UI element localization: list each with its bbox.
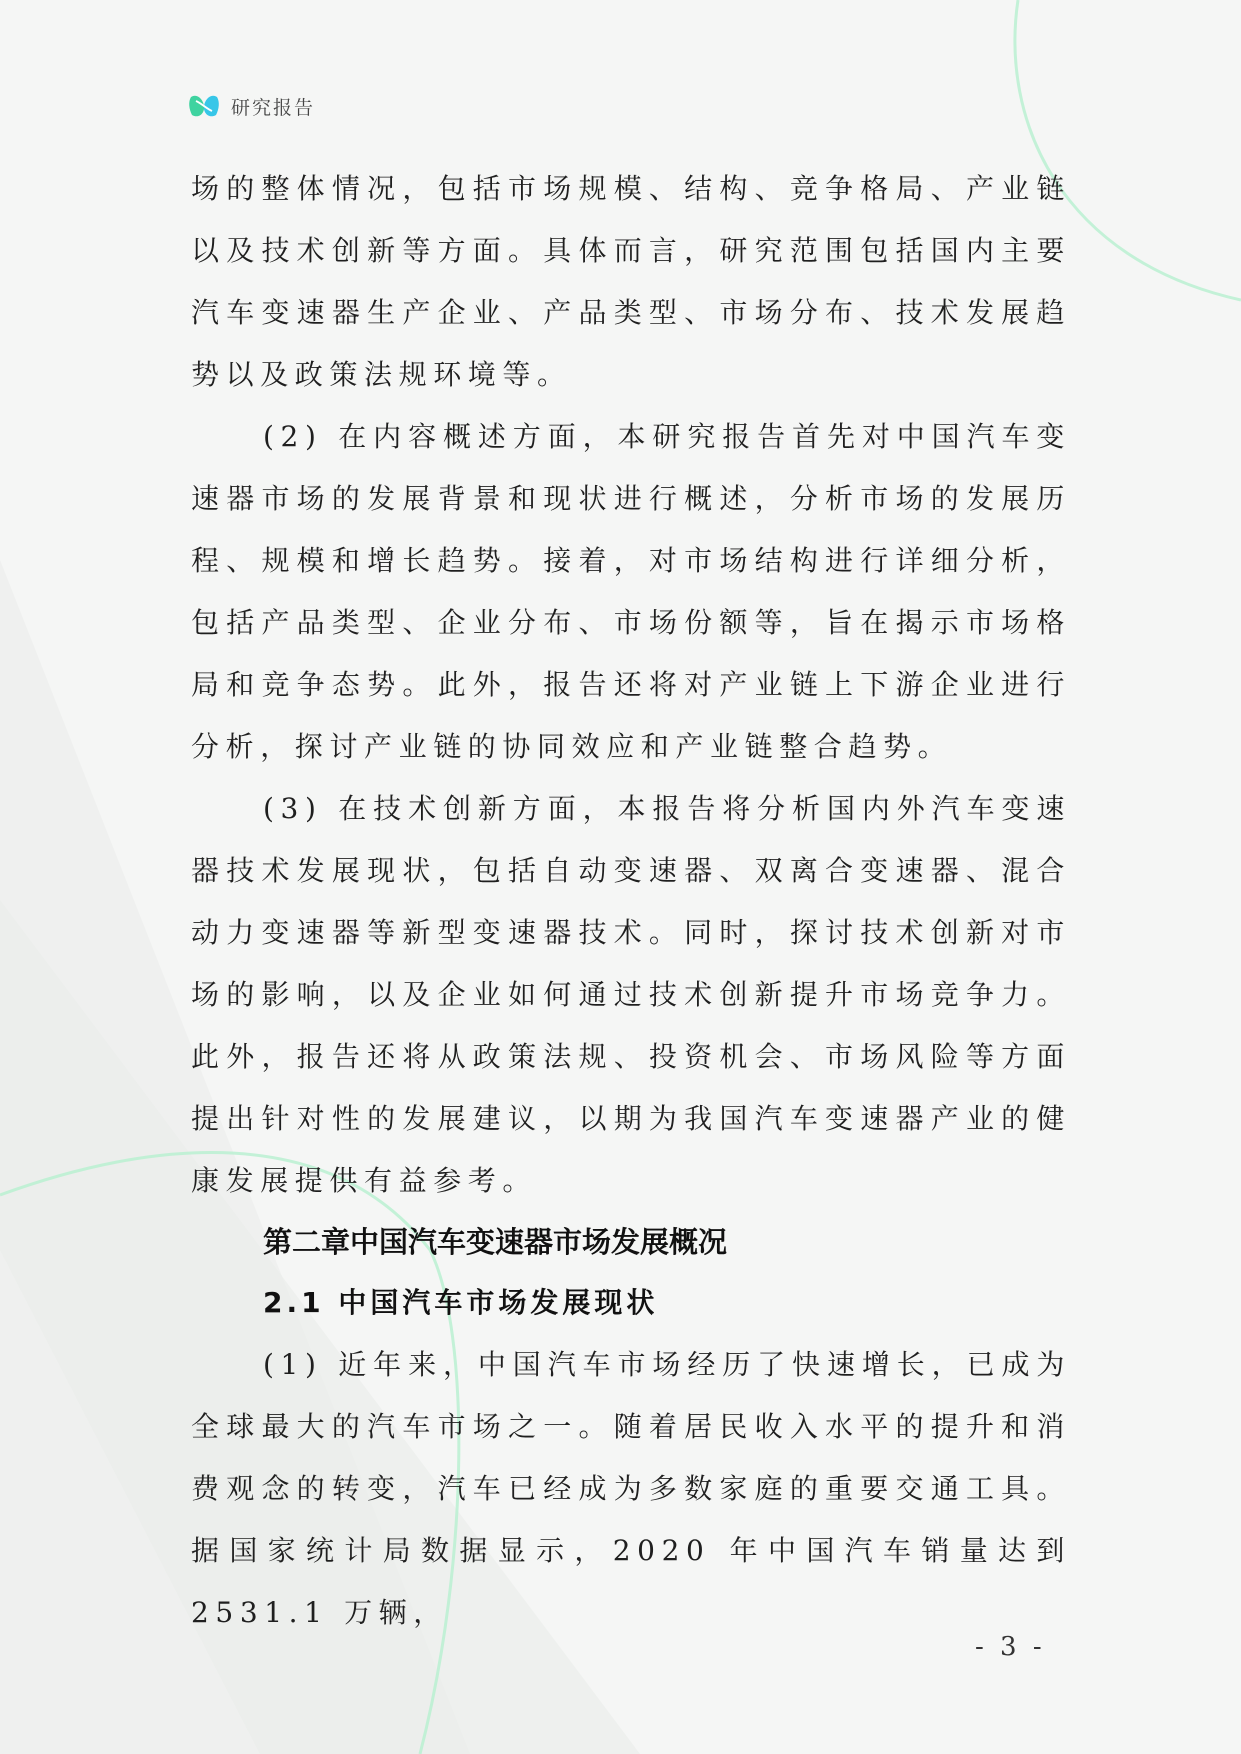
document-body <box>191 158 1087 1644</box>
paragraph-tech-innovation: (3) 在技术创新方面，本报告将分析国内外汽车变速器技术发展现状，包括自动变速器、双离合变速器、混合动力变速器等新型变速器技术。同时，探讨技术创新对市场的影响，以及企业如何通过技术创新提升市场竞争力。此外，报告还将从政策法规、投资机会、市场风险等方面提出针对性的发展建议，以期为我国汽车变速器产业的健康发展提供有益参考。 <box>191 792 1071 1197</box>
paragraph-market-status: (1) 近年来，中国汽车市场经历了快速增长，已成为全球最大的汽车市场之一。随着居民收入水平的提升和消费观念的转变，汽车已经成为多数家庭的重要交通工具。据国家统计局数据显示，2020 年中国汽车销量达到 2531.1 万辆， <box>191 1348 1087 1629</box>
header-title: 研究报告 <box>231 96 316 119</box>
chapter-title: 第二章中国汽车变速器市场发展概况 <box>263 1225 728 1259</box>
page-number: - 3 - <box>975 1632 1046 1662</box>
leaf-logo-icon <box>187 89 221 123</box>
paragraph-scope: 场的整体情况，包括市场规模、结构、竞争格局、产业链以及技术创新等方面。具体而言，研究范围包括国内主要汽车变速器生产企业、产品类型、市场分布、技术发展趋势以及政策法规环境等。 <box>191 172 1071 391</box>
section-title: 2.1 中国汽车市场发展现状 <box>263 1286 659 1319</box>
paragraph-content-overview: (2) 在内容概述方面，本研究报告首先对中国汽车变速器市场的发展背景和现状进行概述，分析市场的发展历程、规模和增长趋势。接着，对市场结构进行详细分析，包括产品类型、企业分布、市场份额等，旨在揭示市场格局和竞争态势。此外，报告还将对产业链上下游企业进行分析，探讨产业链的协同效应和产业链整合趋势。 <box>191 420 1071 763</box>
report-header <box>187 89 315 123</box>
